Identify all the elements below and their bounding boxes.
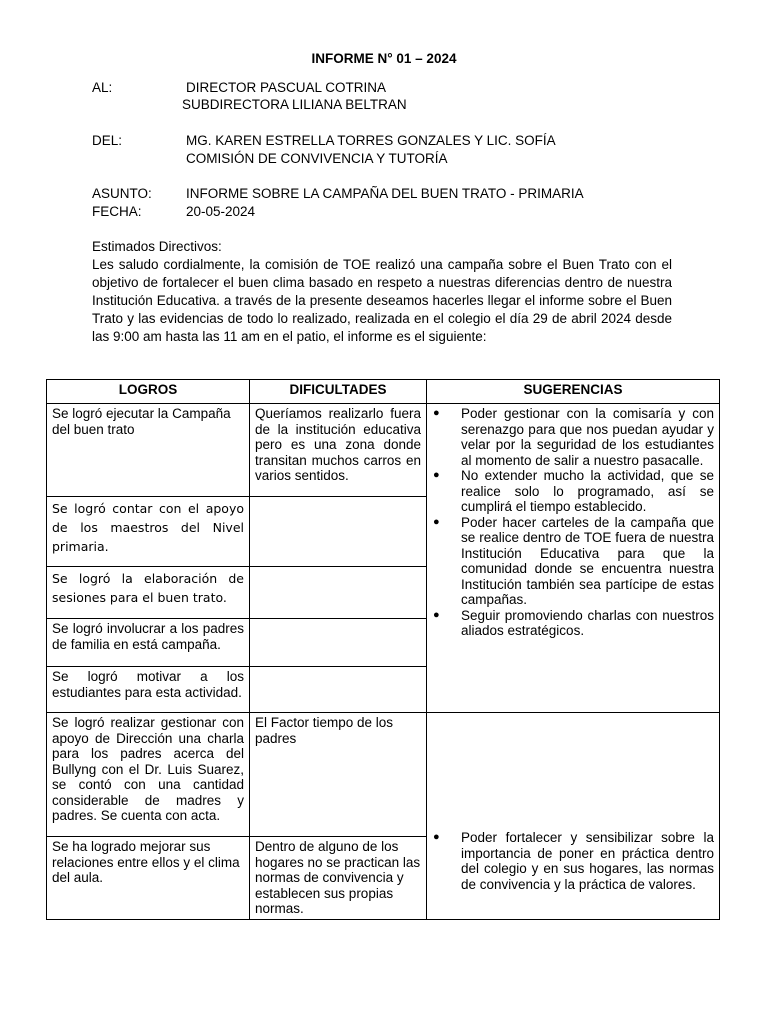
sugerencia-text: Poder gestionar con la comisaría y con serenazgo para que nos puedan ayudar y velar por la seguridad de los estudiantes al momento de salir a nuestro pasacalle. [461, 406, 714, 468]
al-label: AL: [92, 80, 113, 95]
bullet-icon: ● [433, 469, 440, 481]
dificultad-cell: Dentro de alguno de los hogares no se practican las normas de convivencia y establecen sus propias normas. [250, 837, 427, 920]
al-recipient-1: DIRECTOR PASCUAL COTRINA [186, 80, 387, 95]
list-item [432, 515, 714, 608]
logro-cell: Se logró realizar gestionar con apoyo de Dirección una charla para los padres acerca del Bullyng con el Dr. Luis Suarez, se contó con una cantidad considerable de madres y padres. Se cuenta con acta. [47, 713, 250, 837]
sugerencias-cell-top [427, 404, 720, 713]
intro-paragraph: Les saludo cordialmente, la comisión de TOE realizó una campaña sobre el Buen Trato con el objetivo de fortalecer el buen clima basado en respeto a nuestras diferencias dentro de nuestra Institución Educativa. a través de la presente deseamos hacerles llegar el informe sobre el Buen Trato y las evidencias de todo lo realizado, realizada en el colegio el día 29 de abril 2024 desde las 9:00 am hasta las 11 am en el patio, el informe es el siguiente: [92, 257, 672, 344]
list-item [432, 608, 714, 639]
dificultad-cell: El Factor tiempo de los padres [250, 713, 427, 837]
report-table [46, 379, 720, 920]
sugerencias-list-bottom [432, 830, 714, 892]
logro-cell: Se logró motivar a los estudiantes para esta actividad. [47, 667, 250, 713]
bullet-icon: ● [433, 831, 440, 843]
header-logros: LOGROS [47, 380, 250, 404]
bullet-icon: ● [433, 608, 440, 621]
sugerencias-list-top [432, 406, 714, 639]
report-title: INFORME N° 01 – 2024 [311, 51, 457, 66]
dificultad-cell [250, 619, 427, 667]
sugerencia-text: No extender mucho la actividad, que se realice solo lo programado, así se cumplirá el tiempo establecido. [461, 468, 714, 514]
dificultad-cell [250, 567, 427, 619]
logro-cell: Se logró la elaboración de sesiones para el buen trato. [47, 567, 250, 619]
table-row [47, 713, 720, 837]
table-row [47, 404, 720, 497]
sugerencias-cell-bottom [427, 713, 720, 920]
logro-cell: Se logró involucrar a los padres de familia en está campaña. [47, 619, 250, 667]
bullet-icon: ● [433, 407, 440, 419]
sugerencia-text: Poder fortalecer y sensibilizar sobre la importancia de poner en práctica dentro del colegio y en sus hogares, las normas de convivencia y la práctica de valores. [461, 830, 714, 892]
fecha-label: FECHA: [92, 204, 142, 219]
table-header-row [47, 380, 720, 404]
dificultad-cell: Queríamos realizarlo fuera de la institución educativa pero es una zona donde transitan muchos carros en varios sentidos. [250, 404, 427, 497]
bullet-icon: ● [433, 515, 440, 528]
list-item [432, 830, 714, 892]
del-sender-1: MG. KAREN ESTRELLA TORRES GONZALES Y LIC. SOFÍA [186, 133, 556, 148]
header-dificultades: DIFICULTADES [250, 380, 427, 404]
al-recipient-2: SUBDIRECTORA LILIANA BELTRAN [182, 97, 407, 112]
dificultad-cell [250, 497, 427, 567]
logro-cell: Se logró contar con el apoyo de los maestros del Nivel primaria. [47, 497, 250, 567]
list-item [432, 406, 714, 468]
sugerencia-text: Seguir promoviendo charlas con nuestros aliados estratégicos. [461, 607, 714, 638]
intro-section [92, 238, 672, 346]
list-item [432, 468, 714, 515]
greeting: Estimados Directivos: [92, 239, 222, 254]
logro-cell: Se ha logrado mejorar sus relaciones entre ellos y el clima del aula. [47, 837, 250, 920]
del-label: DEL: [92, 133, 123, 148]
fecha-value: 20-05-2024 [186, 204, 256, 219]
logro-cell: Se logró ejecutar la Campaña del buen trato [47, 404, 250, 497]
sugerencia-text: Poder hacer carteles de la campaña que se realice dentro de TOE fuera de nuestra Institución Educativa para que la comunidad donde se encuentra nuestra Institución también sea partícipe de estas campañas. [461, 514, 714, 607]
header-sugerencias: SUGERENCIAS [427, 380, 720, 404]
spacer [432, 715, 714, 830]
asunto-label: ASUNTO: [92, 186, 152, 201]
del-sender-2: COMISIÓN DE CONVIVENCIA Y TUTORÍA [186, 151, 448, 166]
asunto-value: INFORME SOBRE LA CAMPAÑA DEL BUEN TRATO - PRIMARIA [186, 186, 584, 201]
dificultad-cell [250, 667, 427, 713]
